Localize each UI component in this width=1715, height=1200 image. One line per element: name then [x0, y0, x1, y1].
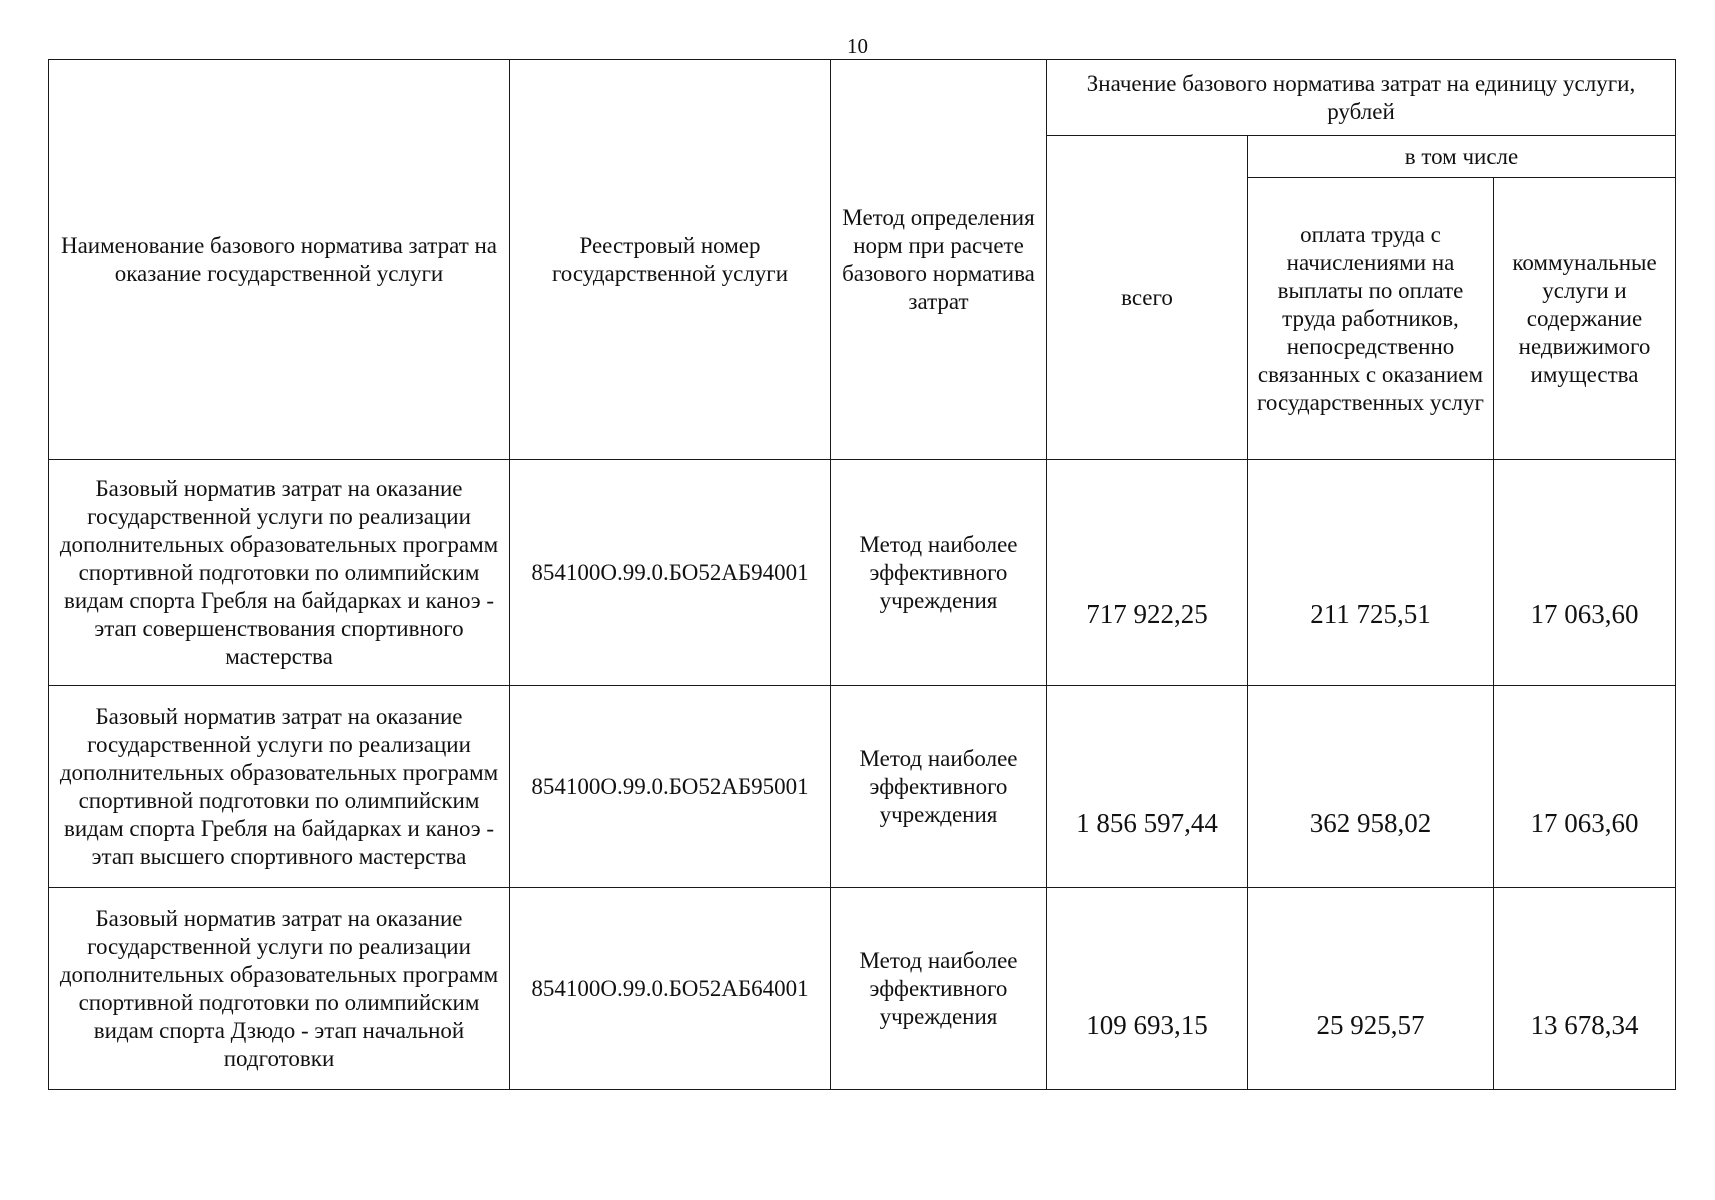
- header-value-group: Значение базового норматива затрат на единицу услуги, рублей: [1047, 60, 1676, 136]
- cell-utilities: 17 063,60: [1494, 460, 1676, 686]
- cell-registry: 854100О.99.0.БО52АБ95001: [510, 686, 831, 888]
- header-labor: оплата труда с начислениями на выплаты по оплате труда работников, непосредственно связанных с оказанием государственных услуг: [1248, 178, 1494, 460]
- cell-method: Метод наиболее эффективного учреждения: [831, 888, 1047, 1090]
- cell-total: 1 856 597,44: [1047, 686, 1248, 888]
- cell-registry: 854100О.99.0.БО52АБ64001: [510, 888, 831, 1090]
- header-utilities: коммунальные услуги и содержание недвижимого имущества: [1494, 178, 1676, 460]
- header-including: в том числе: [1248, 136, 1676, 178]
- header-name: Наименование базового норматива затрат на оказание государственной услуги: [49, 60, 510, 460]
- header-registry: Реестровый номер государственной услуги: [510, 60, 831, 460]
- cell-name: Базовый норматив затрат на оказание государственной услуги по реализации дополнительных образовательных программ спортивной подготовки по олимпийским видам спорта Гребля на байдарках и каноэ - этап высшего спортивного мастерства: [49, 686, 510, 888]
- cell-name: Базовый норматив затрат на оказание государственной услуги по реализации дополнительных образовательных программ спортивной подготовки по олимпийским видам спорта Дзюдо - этап начальной подготовки: [49, 888, 510, 1090]
- cell-utilities: 17 063,60: [1494, 686, 1676, 888]
- cell-labor: 25 925,57: [1248, 888, 1494, 1090]
- page-number: 10: [847, 34, 868, 58]
- cell-name: Базовый норматив затрат на оказание государственной услуги по реализации дополнительных образовательных программ спортивной подготовки по олимпийским видам спорта Гребля на байдарках и каноэ - этап совершенствования спортивного мастерства: [49, 460, 510, 686]
- cell-total: 717 922,25: [1047, 460, 1248, 686]
- cell-labor: 211 725,51: [1248, 460, 1494, 686]
- cell-total: 109 693,15: [1047, 888, 1248, 1090]
- cost-norms-table: [48, 59, 1676, 1090]
- cell-labor: 362 958,02: [1248, 686, 1494, 888]
- table-row: [49, 460, 1676, 686]
- cell-method: Метод наиболее эффективного учреждения: [831, 460, 1047, 686]
- cell-registry: 854100О.99.0.БО52АБ94001: [510, 460, 831, 686]
- table-row: [49, 686, 1676, 888]
- table-row: [49, 888, 1676, 1090]
- cell-method: Метод наиболее эффективного учреждения: [831, 686, 1047, 888]
- header-method: Метод определения норм при расчете базового норматива затрат: [831, 60, 1047, 460]
- header-total: всего: [1047, 136, 1248, 460]
- header-row-1: [49, 60, 1676, 136]
- cell-utilities: 13 678,34: [1494, 888, 1676, 1090]
